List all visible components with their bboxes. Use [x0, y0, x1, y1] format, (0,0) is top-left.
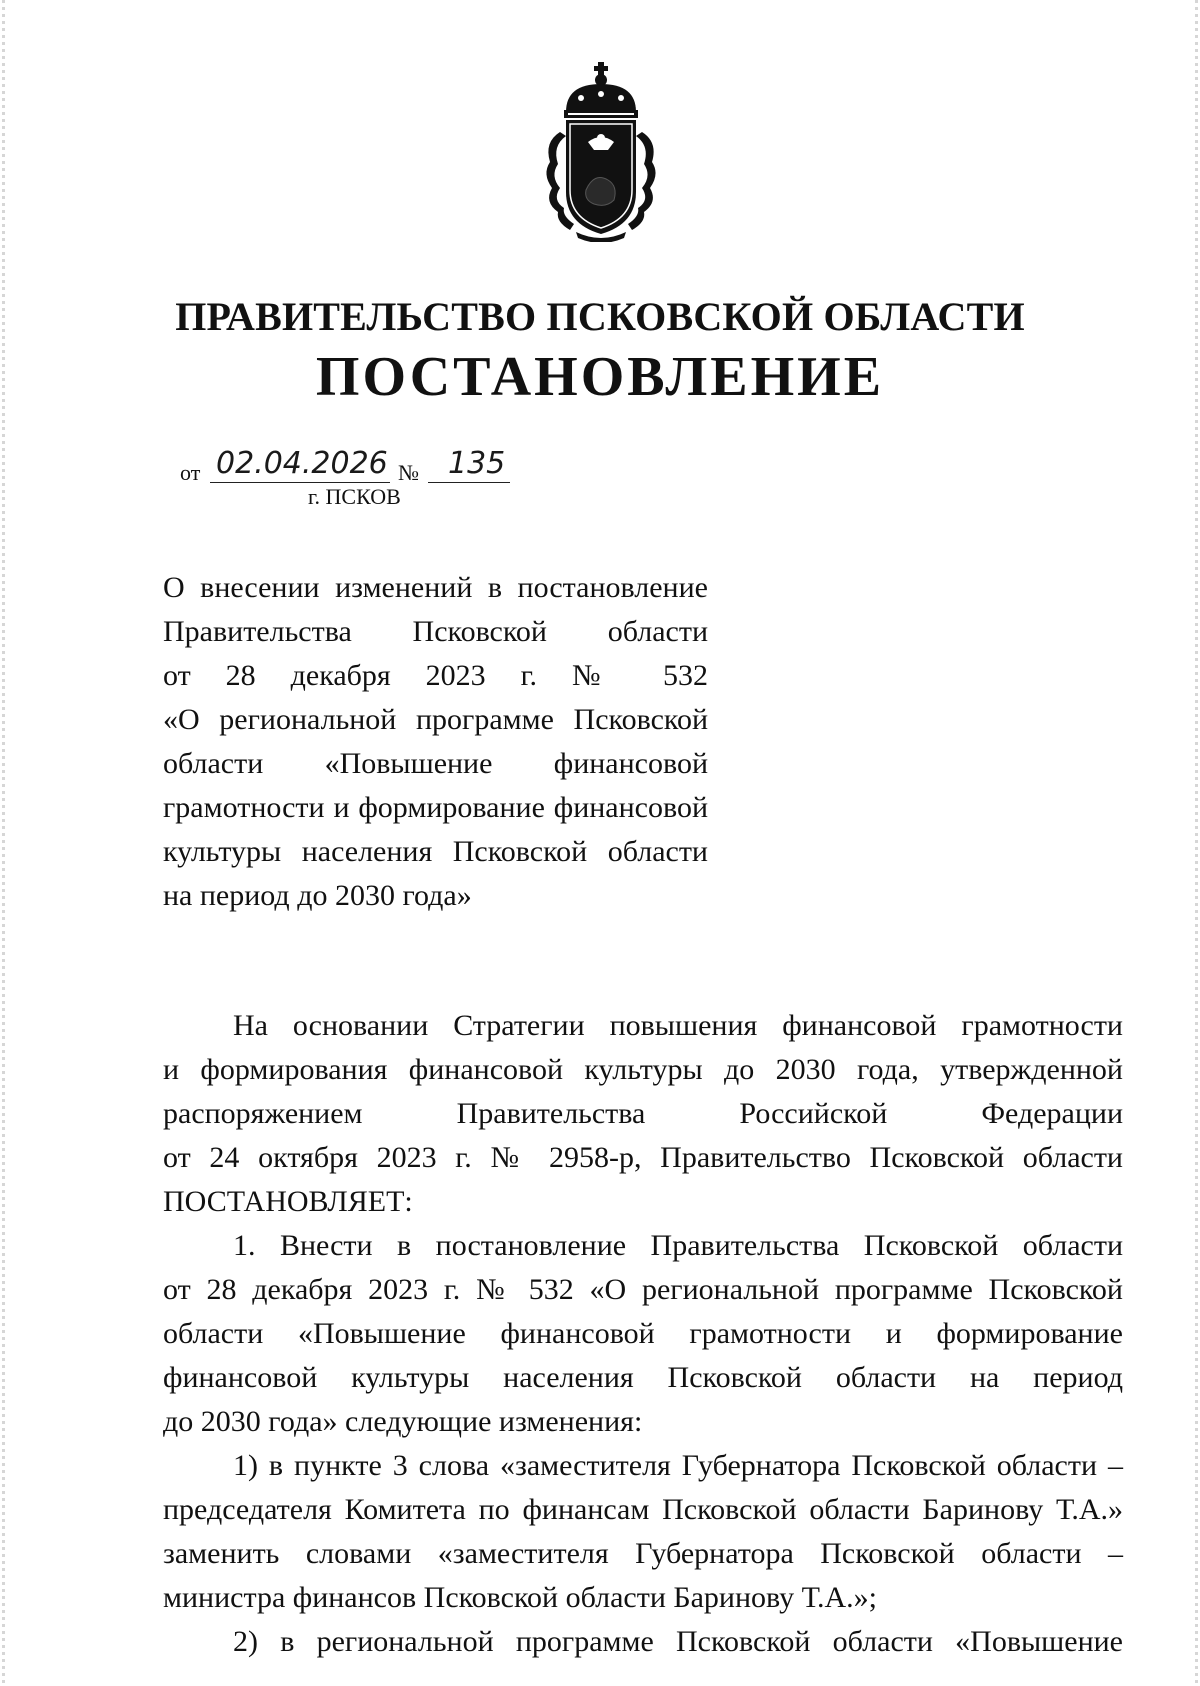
- subject-heading: [163, 566, 708, 918]
- document-body: [163, 1004, 1123, 1664]
- subject-line: «О региональной программе Псковской: [163, 703, 708, 736]
- subject-line: Правительства Псковской области: [163, 615, 708, 648]
- coat-of-arms-emblem: [536, 62, 666, 242]
- body-line: председателя Комитета по финансам Псковской области Баринову Т.А.»: [163, 1493, 1123, 1526]
- body-line: от 24 октября 2023 г. № 2958-р, Правительство Псковской области: [163, 1141, 1123, 1174]
- body-line: и формирования финансовой культуры до 2030 года, утвержденной: [163, 1053, 1123, 1086]
- subject-line: О внесении изменений в постановление: [163, 571, 708, 604]
- body-line: 2) в региональной программе Псковской области «Повышение: [233, 1625, 1123, 1658]
- handwritten-number: 135: [448, 446, 506, 481]
- scan-edge-left: [2, 0, 5, 1686]
- date-label: от: [180, 460, 201, 485]
- body-line: распоряжением Правительства Российской Федерации: [163, 1097, 1123, 1130]
- date-underline: [210, 482, 390, 483]
- subject-line: на период до 2030 года»: [163, 879, 472, 912]
- body-line: 1. Внести в постановление Правительства Псковской области: [233, 1229, 1123, 1262]
- city-label: г. ПСКОВ: [308, 484, 401, 509]
- number-underline: [428, 482, 510, 483]
- subject-line: грамотности и формирование финансовой: [163, 791, 708, 824]
- body-line: области «Повышение финансовой грамотности и формирование: [163, 1317, 1123, 1350]
- scan-edge-right: [1195, 0, 1198, 1686]
- subject-line: области «Повышение финансовой: [163, 747, 708, 780]
- document-type-title: ПОСТАНОВЛЕНИЕ: [315, 346, 885, 408]
- body-line: 1) в пункте 3 слова «заместителя Губернатора Псковской области –: [233, 1449, 1123, 1482]
- subject-line: от 28 декабря 2023 г. № 532: [163, 659, 708, 692]
- subject-line: культуры населения Псковской области: [163, 835, 708, 868]
- body-line: финансовой культуры населения Псковской области на период: [163, 1361, 1123, 1394]
- number-label: №: [398, 460, 419, 485]
- body-line: от 28 декабря 2023 г. № 532 «О региональной программе Псковской: [163, 1273, 1123, 1306]
- body-line: заменить словами «заместителя Губернатора Псковской области –: [163, 1537, 1123, 1570]
- government-title: ПРАВИТЕЛЬСТВО ПСКОВСКОЙ ОБЛАСТИ: [175, 294, 1025, 339]
- body-line: ПОСТАНОВЛЯЕТ:: [163, 1185, 413, 1218]
- body-line: до 2030 года» следующие изменения:: [163, 1405, 643, 1438]
- body-line: На основании Стратегии повышения финансовой грамотности: [233, 1009, 1123, 1042]
- body-line: министра финансов Псковской области Баринову Т.А.»;: [163, 1581, 877, 1614]
- handwritten-date: 02.04.2026: [216, 446, 388, 481]
